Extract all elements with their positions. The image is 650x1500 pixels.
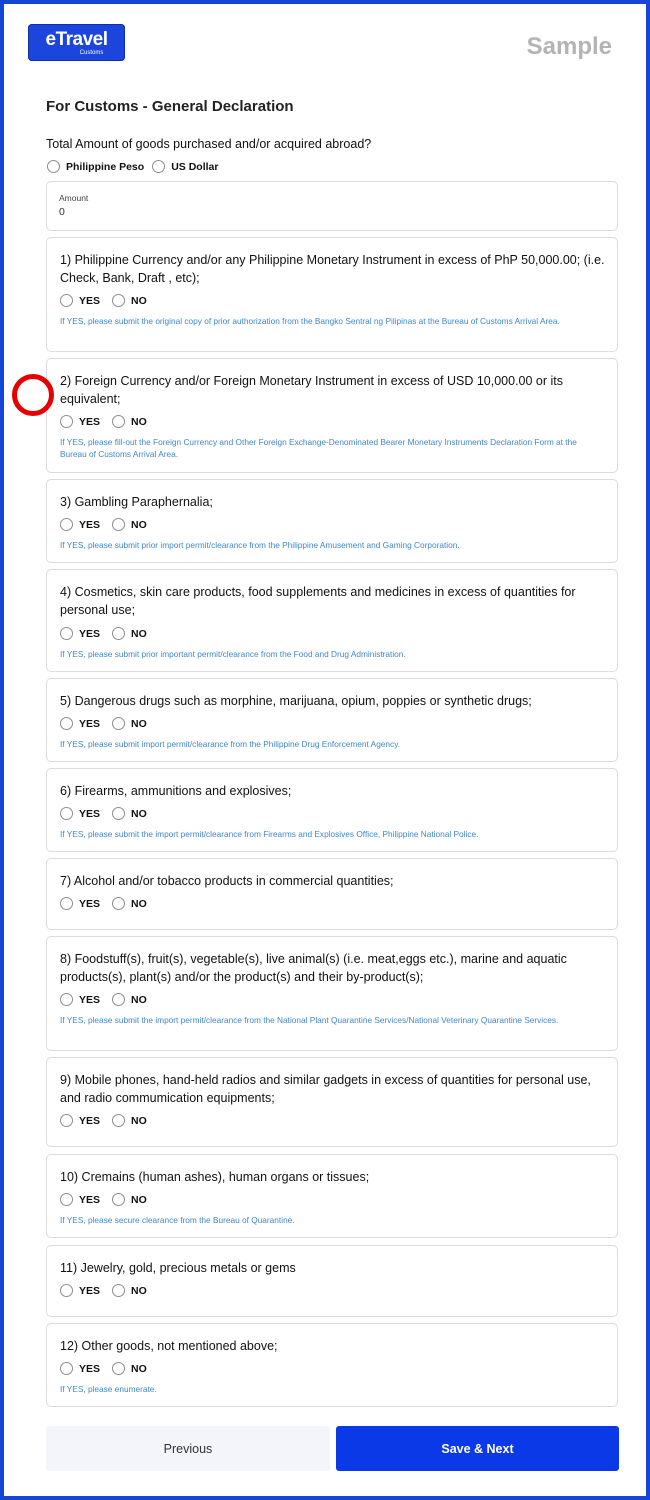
question-text: 5) Dangerous drugs such as morphine, marijuana, opium, poppies or synthetic drugs; xyxy=(60,694,532,708)
no-label: NO xyxy=(131,1193,147,1206)
no-label: NO xyxy=(131,627,147,640)
radio-no[interactable] xyxy=(112,897,125,910)
declaration-item-11 xyxy=(46,1245,618,1317)
question-text: 3) Gambling Paraphernalia; xyxy=(60,495,213,509)
yes-no-group xyxy=(60,415,159,428)
declaration-item-9 xyxy=(46,1057,618,1147)
declaration-item-6 xyxy=(46,768,618,852)
question-text: 12) Other goods, not mentioned above; xyxy=(60,1339,278,1353)
radio-no[interactable] xyxy=(112,518,125,531)
yes-label: YES xyxy=(79,1362,101,1375)
no-label: NO xyxy=(131,993,147,1006)
radio-no[interactable] xyxy=(112,415,125,428)
question-note: If YES, please submit import permit/clearance from the Philippine Drug Enforcement Agency. xyxy=(60,739,401,749)
question-text: 8) Foodstuff(s), fruit(s), vegetable(s), live animal(s) (i.e. meat,eggs etc.), marine and aquatic products(s), plant(s) and/or the product(s) and their by-product(s); xyxy=(60,952,567,984)
question-note: If YES, please enumerate. xyxy=(60,1384,157,1394)
yes-no-group xyxy=(60,1284,159,1297)
yes-label: YES xyxy=(79,1284,101,1297)
yes-label: YES xyxy=(79,993,101,1006)
declaration-item-3 xyxy=(46,479,618,563)
question-note: If YES, please submit the import permit/clearance from the National Plant Quarantine Services/National Veterinary Quarantine Services. xyxy=(60,1015,559,1025)
logo-text: eTravel xyxy=(45,28,108,50)
yes-no-group xyxy=(60,1193,159,1206)
declaration-item-2 xyxy=(46,358,618,473)
yes-no-group xyxy=(60,518,159,531)
question-text: 10) Cremains (human ashes), human organs or tissues; xyxy=(60,1170,370,1184)
radio-yes[interactable] xyxy=(60,1193,73,1206)
no-label: NO xyxy=(131,415,147,428)
radio-no[interactable] xyxy=(112,1284,125,1297)
amount-label: Amount xyxy=(59,193,89,203)
declaration-item-10 xyxy=(46,1154,618,1238)
radio-no[interactable] xyxy=(112,1193,125,1206)
currency-radio-group xyxy=(47,160,226,173)
question-text: 7) Alcohol and/or tobacco products in commercial quantities; xyxy=(60,874,394,888)
radio-yes[interactable] xyxy=(60,993,73,1006)
question-text: 1) Philippine Currency and/or any Philippine Monetary Instrument in excess of PhP 50,000.00; (i.e. Check, Bank, Draft , etc); xyxy=(60,253,605,285)
no-label: NO xyxy=(131,518,147,531)
label-philippine-peso: Philippine Peso xyxy=(66,160,145,173)
no-label: NO xyxy=(131,1362,147,1375)
radio-us-dollar[interactable] xyxy=(152,160,165,173)
radio-yes[interactable] xyxy=(60,518,73,531)
logo-subtext: Customs xyxy=(79,49,104,56)
question-note: If YES, please submit the import permit/clearance from Firearms and Explosives Office, Philippine National Police. xyxy=(60,829,479,839)
radio-no[interactable] xyxy=(112,627,125,640)
amount-value[interactable]: 0 xyxy=(59,206,65,218)
yes-no-group xyxy=(60,1114,159,1127)
question-text: 6) Firearms, ammunitions and explosives; xyxy=(60,784,292,798)
radio-no[interactable] xyxy=(112,993,125,1006)
etravel-logo xyxy=(28,24,125,61)
radio-yes[interactable] xyxy=(60,415,73,428)
sample-watermark: Sample xyxy=(526,33,612,60)
declaration-item-7 xyxy=(46,858,618,930)
radio-no[interactable] xyxy=(112,1114,125,1127)
question-text: 9) Mobile phones, hand-held radios and similar gadgets in excess of quantities for personal use, and radio commumication equipments; xyxy=(60,1073,591,1105)
yes-label: YES xyxy=(79,897,101,910)
no-label: NO xyxy=(131,1114,147,1127)
yes-label: YES xyxy=(79,415,101,428)
yes-label: YES xyxy=(79,717,101,730)
yes-no-group xyxy=(60,627,159,640)
yes-label: YES xyxy=(79,1114,101,1127)
question-note: If YES, please secure clearance from the Bureau of Quarantine. xyxy=(60,1215,295,1225)
yes-no-group xyxy=(60,294,159,307)
radio-no[interactable] xyxy=(112,807,125,820)
radio-no[interactable] xyxy=(112,717,125,730)
radio-no[interactable] xyxy=(112,294,125,307)
previous-button[interactable]: Previous xyxy=(46,1426,330,1471)
yes-no-group xyxy=(60,897,159,910)
radio-yes[interactable] xyxy=(60,627,73,640)
label-us-dollar: US Dollar xyxy=(171,160,219,173)
question-text: 4) Cosmetics, skin care products, food supplements and medicines in excess of quantities for personal use; xyxy=(60,585,576,617)
no-label: NO xyxy=(131,897,147,910)
yes-label: YES xyxy=(79,518,101,531)
yes-label: YES xyxy=(79,627,101,640)
amount-field[interactable] xyxy=(46,181,618,231)
radio-philippine-peso[interactable] xyxy=(47,160,60,173)
yes-label: YES xyxy=(79,294,101,307)
question-note: If YES, please submit prior import permit/clearance from the Philippine Amusement and Gaming Corporation. xyxy=(60,540,460,550)
question-note: If YES, please submit prior important permit/clearance from the Food and Drug Administration. xyxy=(60,649,406,659)
question-text: 2) Foreign Currency and/or Foreign Monetary Instrument in excess of USD 10,000.00 or its equivalent; xyxy=(60,374,564,406)
radio-yes[interactable] xyxy=(60,897,73,910)
radio-no[interactable] xyxy=(112,1362,125,1375)
no-label: NO xyxy=(131,294,147,307)
declaration-item-4 xyxy=(46,569,618,672)
no-label: NO xyxy=(131,717,147,730)
total-amount-question: Total Amount of goods purchased and/or acquired abroad? xyxy=(46,137,372,151)
no-label: NO xyxy=(131,807,147,820)
question-note: If YES, please submit the original copy of prior authorization from the Bangko Sentral ng Pilipinas at the Bureau of Customs Arrival Area. xyxy=(60,316,560,326)
declaration-item-1 xyxy=(46,237,618,352)
question-text: 11) Jewelry, gold, precious metals or gems xyxy=(60,1261,296,1275)
radio-yes[interactable] xyxy=(60,807,73,820)
no-label: NO xyxy=(131,1284,147,1297)
question-note: If YES, please fill-out the Foreign Currency and Other Foreign Exchange-Denominated Bearer Monetary Instruments Declaration Form at the Bureau of Customs Arrival Area. xyxy=(60,437,577,459)
radio-yes[interactable] xyxy=(60,717,73,730)
yes-label: YES xyxy=(79,1193,101,1206)
declaration-item-12 xyxy=(46,1323,618,1407)
radio-yes[interactable] xyxy=(60,1362,73,1375)
radio-yes[interactable] xyxy=(60,294,73,307)
yes-no-group xyxy=(60,993,159,1006)
yes-label: YES xyxy=(79,807,101,820)
page-title: For Customs - General Declaration xyxy=(46,98,294,115)
yes-no-group xyxy=(60,807,159,820)
yes-no-group xyxy=(60,717,159,730)
declaration-item-5 xyxy=(46,678,618,762)
radio-yes[interactable] xyxy=(60,1284,73,1297)
declaration-item-8 xyxy=(46,936,618,1051)
yes-no-group xyxy=(60,1362,159,1375)
click-marker xyxy=(12,374,54,416)
radio-yes[interactable] xyxy=(60,1114,73,1127)
save-next-button[interactable]: Save & Next xyxy=(336,1426,619,1471)
